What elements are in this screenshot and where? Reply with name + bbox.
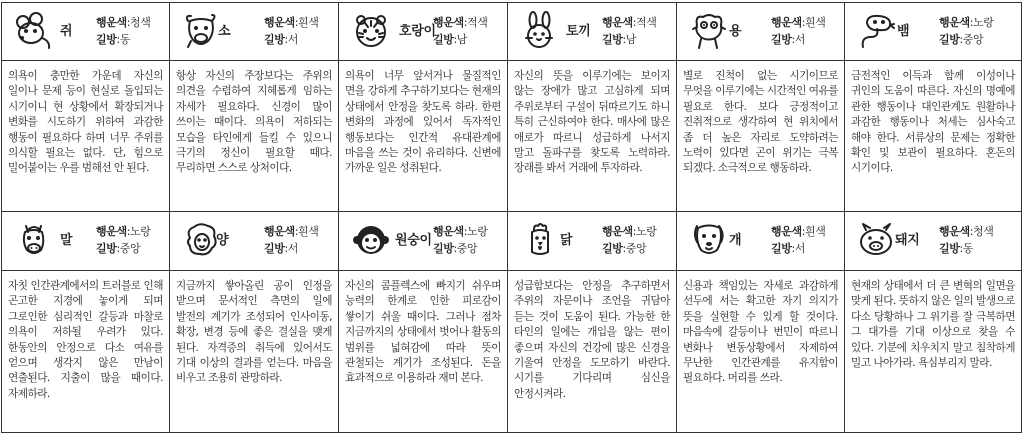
zodiac-header-4	[508, 3, 677, 61]
lucky-color-label: 행운색	[602, 16, 633, 29]
separator: :	[463, 16, 467, 29]
luck-info	[433, 223, 487, 257]
separator: :	[791, 33, 795, 46]
lucky-direction-label: 길방	[264, 33, 285, 46]
separator: :	[294, 225, 298, 238]
lucky-direction-line	[602, 31, 656, 48]
lucky-direction-label: 길방	[771, 242, 792, 255]
lucky-direction-value: 서	[287, 242, 298, 255]
zodiac-fortune-9	[339, 271, 508, 432]
zodiac-header-10	[508, 212, 677, 271]
luck-info	[433, 14, 487, 48]
lucky-color-line	[939, 14, 993, 31]
separator: :	[622, 242, 626, 255]
zodiac-fortune-table	[1, 2, 1022, 433]
lucky-direction-line	[602, 240, 656, 257]
fortune-text: 자신의 콤플렉스에 빠지기 쉬우며 능력의 한계로 인한 피로감이 쌓이기 쉬울 때이다. 그러나 점차 지금까지의 상태에서 벗어나 활동의 범위를 넓혀감에 따라 뜻이 관철되는 계기가 조성된다. 돈을 효과적으로 이용하라 재미 본다.	[345, 280, 501, 385]
lucky-direction-label: 길방	[602, 33, 623, 46]
zodiac-name: 양	[216, 233, 229, 248]
zodiac-header-12	[845, 212, 1021, 271]
zodiac-header-9	[339, 212, 508, 271]
separator: :	[284, 242, 288, 255]
zodiac-fortune-4	[508, 61, 677, 212]
separator: :	[969, 16, 973, 29]
zodiac-name: 돼지	[895, 233, 920, 248]
lucky-direction-line	[939, 31, 993, 48]
zodiac-header-2	[170, 3, 339, 61]
separator: :	[116, 33, 120, 46]
lucky-color-line	[433, 223, 487, 240]
zodiac-header-6	[845, 3, 1021, 61]
lucky-color-value: 노랑	[636, 225, 657, 238]
pig-icon	[857, 220, 897, 260]
lucky-color-label: 행운색	[771, 16, 802, 29]
fortune-text: 자신의 뜻을 이루기에는 보이지 않는 장애가 많고 고심하게 되며 주위로부터 구설이 뒤따르기도 하니 특히 근신하여야 한다. 매사에 많은 애로가 따르니 성급하게 나서지 말고 돌파구를 찾도록 노력하라. 장래를 봐서 거래에 투자하라.	[514, 70, 670, 175]
fortune-text: 항상 자신의 주장보다는 주위의 의견을 수렴하여 지혜롭게 임하는 자세가 필요하다. 신경이 많이 쓰이는 때이다. 의욕이 저하되는 모습을 타인에게 들킬 수 있으니 극기의 정신이 필요할 때다. 무리하면 스스로 상처이다.	[176, 70, 332, 175]
dog-icon	[689, 220, 729, 260]
separator: :	[126, 225, 130, 238]
luck-info	[96, 14, 150, 48]
lucky-color-label: 행운색	[602, 225, 633, 238]
zodiac-fortune-7	[2, 271, 170, 432]
zodiac-fortune-12	[845, 271, 1021, 432]
zodiac-header-1	[2, 3, 170, 61]
luck-info	[602, 14, 656, 48]
zodiac-header-8	[170, 212, 339, 271]
monkey-icon	[351, 220, 391, 260]
zodiac-name: 원숭이	[395, 233, 432, 248]
lucky-color-value: 적색	[636, 16, 657, 29]
lucky-color-line	[96, 223, 150, 240]
zodiac-name: 소	[218, 24, 231, 39]
lucky-direction-line	[264, 31, 318, 48]
separator: :	[959, 242, 963, 255]
lucky-color-value: 흰색	[805, 225, 826, 238]
lucky-color-label: 행운색	[939, 16, 970, 29]
lucky-direction-label: 길방	[771, 33, 792, 46]
fortune-text: 성급함보다는 안정을 추구하면서 주위의 자문이나 조언을 귀담아 듣는 것이 도움이 된다. 가능한 한 타인의 일에는 개입을 않는 편이 좋으며 자신의 건강에 많은 신경을 기울여 안정을 도모하기 바란다. 시기를 기다리며 심신을 안정시켜라.	[514, 280, 670, 400]
luck-info	[939, 14, 993, 48]
separator: :	[126, 16, 130, 29]
zodiac-fortune-3	[339, 61, 508, 212]
rooster-icon	[520, 220, 560, 260]
lucky-color-value: 노랑	[467, 225, 488, 238]
separator: :	[791, 242, 795, 255]
separator: :	[453, 33, 457, 46]
lucky-direction-value: 동	[962, 242, 973, 255]
zodiac-header-11	[677, 212, 845, 271]
lucky-color-label: 행운색	[433, 225, 464, 238]
lucky-direction-value: 중앙	[119, 242, 141, 255]
lucky-color-value: 흰색	[298, 16, 319, 29]
horse-icon	[14, 220, 54, 260]
lucky-direction-line	[264, 240, 318, 257]
lucky-direction-line	[96, 31, 150, 48]
lucky-direction-value: 중앙	[962, 33, 984, 46]
separator: :	[463, 225, 467, 238]
fortune-text: 금전적인 이득과 함께 이성이나 귀인의 도움이 따른다. 자신의 명예에 관한 행동이나 대인관계도 원활하나 과감한 행동이나 처세는 심사숙고 해야 한다. 서류상의 문제는 정확한 확인 및 보관이 필요하다. 혼돈의 시기이다.	[851, 70, 1015, 175]
lucky-direction-line	[433, 240, 487, 257]
lucky-color-value: 청색	[130, 16, 151, 29]
dragon-icon	[689, 11, 729, 51]
separator: :	[801, 225, 805, 238]
zodiac-name: 말	[60, 233, 73, 248]
luck-info	[771, 14, 825, 48]
lucky-direction-label: 길방	[433, 33, 454, 46]
zodiac-name: 용	[729, 24, 742, 39]
tiger-icon	[351, 11, 391, 51]
separator: :	[959, 33, 963, 46]
lucky-direction-label: 길방	[96, 33, 117, 46]
luck-info	[939, 223, 993, 257]
lucky-direction-label: 길방	[264, 242, 285, 255]
fortune-text: 현재의 상태에서 더 큰 변혁의 일면을 맞게 된다. 뜻하지 않은 일의 발생으로 다소 당황하나 그 위기를 잘 극복하면 그 대가를 기대 이상으로 찾을 수 있다. 기분에 치우치지 말고 침착하게 밀고 나아가라. 욕심부리지 말라.	[851, 280, 1015, 370]
lucky-direction-line	[771, 240, 825, 257]
lucky-color-line	[433, 14, 487, 31]
fortune-text: 의욕이 충만한 가운데 자신의 일이나 문제 등이 현실로 돌입되는 시기이니 현 상황에서 확장되거나 변화를 시도하기 위하여 과감한 행동이 필요하다 하며 너무 주위를 의식할 필요는 없다. 단, 힘으로 밀어붙이는 우를 범해선 안 된다.	[8, 70, 163, 175]
zodiac-fortune-6	[845, 61, 1021, 212]
lucky-direction-label: 길방	[939, 242, 960, 255]
lucky-color-value: 노랑	[130, 225, 151, 238]
fortune-text: 자칫 인간관계에서의 트러블로 인해 곤고한 지경에 놓이게 되며 그로인한 심리적인 갈등과 마찰로 의욕이 저하될 우려가 있다. 한동안의 안정으로 다소 여유를 얻으며 생각지 않은 만남이 연출된다. 지출이 많을 때이다. 자제하라.	[8, 280, 163, 400]
lucky-direction-value: 동	[119, 33, 130, 46]
zodiac-fortune-5	[677, 61, 845, 212]
luck-info	[264, 223, 318, 257]
lucky-color-line	[602, 223, 656, 240]
zodiac-name: 토끼	[566, 24, 591, 39]
lucky-direction-label: 길방	[433, 242, 454, 255]
lucky-color-line	[602, 14, 656, 31]
zodiac-header-3	[339, 3, 508, 61]
zodiac-fortune-2	[170, 61, 339, 212]
lucky-direction-line	[433, 31, 487, 48]
lucky-color-value: 노랑	[973, 16, 994, 29]
separator: :	[453, 242, 457, 255]
zodiac-header-5	[677, 3, 845, 61]
zodiac-fortune-10	[508, 271, 677, 432]
lucky-color-line	[96, 14, 150, 31]
zodiac-name: 뱀	[897, 24, 910, 39]
lucky-color-value: 흰색	[298, 225, 319, 238]
lucky-color-label: 행운색	[264, 225, 295, 238]
separator: :	[284, 33, 288, 46]
fortune-text: 신용과 책임있는 자세로 과감하게 선두에 서는 확고한 자기 의지가 뜻을 실현할 수 있게 할 것이다. 마음속에 갈등이나 번민이 따르니 변화나 변동상황에서 자제하여 무난한 인간관계를 유지함이 필요하다. 머리를 쓰라.	[683, 280, 838, 385]
lucky-direction-value: 서	[794, 242, 805, 255]
zodiac-header-7	[2, 212, 170, 271]
lucky-direction-value: 서	[794, 33, 805, 46]
lucky-direction-line	[939, 240, 993, 257]
luck-info	[771, 223, 825, 257]
lucky-color-line	[264, 14, 318, 31]
zodiac-fortune-11	[677, 271, 845, 432]
separator: :	[632, 16, 636, 29]
lucky-color-value: 흰색	[805, 16, 826, 29]
separator: :	[801, 16, 805, 29]
lucky-color-label: 행운색	[771, 225, 802, 238]
lucky-color-label: 행운색	[939, 225, 970, 238]
lucky-color-line	[264, 223, 318, 240]
lucky-color-value: 청색	[973, 225, 994, 238]
rat-icon	[14, 11, 54, 51]
lucky-direction-line	[96, 240, 150, 257]
zodiac-name: 개	[729, 233, 742, 248]
zodiac-name: 닭	[560, 233, 573, 248]
zodiac-fortune-1	[2, 61, 170, 212]
lucky-color-line	[771, 14, 825, 31]
lucky-direction-line	[771, 31, 825, 48]
zodiac-name: 호랑이	[399, 24, 436, 39]
zodiac-name: 쥐	[60, 24, 73, 39]
ox-icon	[182, 11, 222, 51]
separator: :	[969, 225, 973, 238]
fortune-text: 의욕이 너무 앞서거나 물질적인 면을 강하게 추구하기보다는 현재의 상태에서 안정을 찾도록 하라. 한편 변화의 과정에 있어서 독자적인 행동보다는 인간적 유대관계에 마음을 쓰는 것이 유리하다. 신변에 가까운 일은 성취된다.	[345, 70, 501, 175]
separator: :	[294, 16, 298, 29]
lucky-color-label: 행운색	[264, 16, 295, 29]
lucky-direction-value: 중앙	[456, 242, 478, 255]
lucky-direction-label: 길방	[96, 242, 117, 255]
fortune-text: 별로 진척이 없는 시기이므로 무엇을 이루기에는 시간적인 여유를 필요로 한다. 보다 긍정적이고 진취적으로 생각하여 현 위치에서 좀 더 높은 자리로 도약하려는 노력이 있다면 곤이 위기는 극복 되겠다. 소극적으로 행동하라.	[683, 70, 838, 175]
luck-info	[602, 223, 656, 257]
lucky-color-line	[939, 223, 993, 240]
separator: :	[632, 225, 636, 238]
zodiac-fortune-8	[170, 271, 339, 432]
lucky-direction-value: 남	[625, 33, 636, 46]
lucky-direction-value: 서	[287, 33, 298, 46]
separator: :	[116, 242, 120, 255]
lucky-direction-label: 길방	[602, 242, 623, 255]
lucky-color-line	[771, 223, 825, 240]
separator: :	[622, 33, 626, 46]
fortune-text: 지금까지 쌓아올린 공이 인정을 받으며 문서적인 측면의 일에 발전의 계기가 조성되어 인사이동, 확장, 변경 등에 좋은 결실을 맺게 된다. 자격증의 취득에 있어서도 기대 이상의 결과를 얻는다. 마음을 비우고 조용히 관망하라.	[176, 280, 332, 385]
rabbit-icon	[520, 11, 560, 51]
lucky-color-label: 행운색	[433, 16, 464, 29]
lucky-color-label: 행운색	[96, 16, 127, 29]
lucky-color-value: 적색	[467, 16, 488, 29]
lucky-direction-value: 남	[456, 33, 467, 46]
luck-info	[96, 223, 150, 257]
snake-icon	[857, 11, 897, 51]
lucky-direction-label: 길방	[939, 33, 960, 46]
luck-info	[264, 14, 318, 48]
lucky-direction-value: 중앙	[625, 242, 647, 255]
lucky-color-label: 행운색	[96, 225, 127, 238]
